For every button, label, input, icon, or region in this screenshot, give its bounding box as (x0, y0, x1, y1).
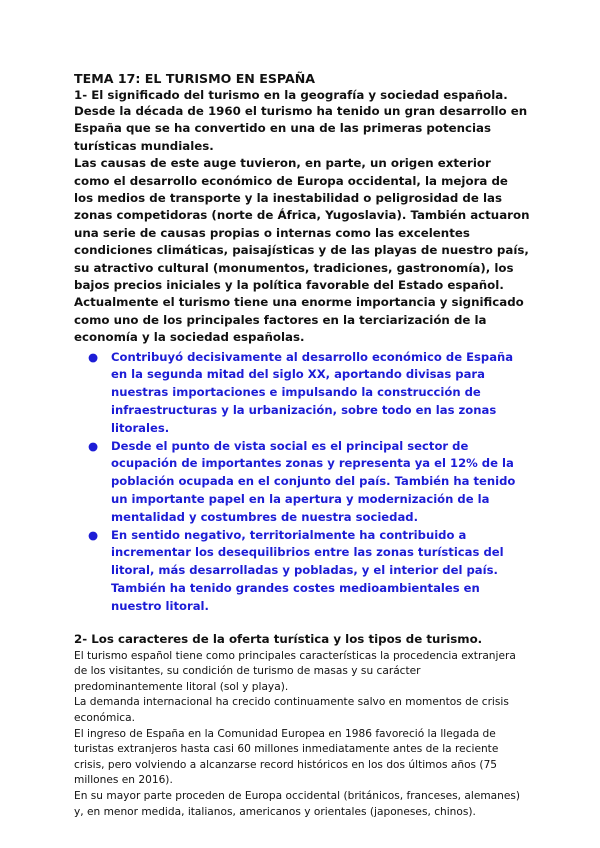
bullet-item (74, 349, 530, 438)
section-1-paragraph: Las causas de este auge tuvieron, en parte, un origen exterior como el desarrollo económico de Europa occidental, la mejora de los medios de transporte y la inestabilidad o peligrosidad de las zonas competidoras (norte de África, Yugoslavia). También actuaron una serie de causas propias o internas como las excelentes condiciones climáticas, paisajísticas y de las playas de nuestro país, su atractivo cultural (monumentos, tradiciones, gastronomía), los bajos precios iniciales y la política favorable del Estado español. Actualmente el turismo tiene una enorme importancia y significado como uno de los principales factores en la terciarización de la economía y la sociedad españolas. (74, 156, 530, 345)
section-1-paragraph: Desde la década de 1960 el turismo ha tenido un gran desarrollo en España que se ha convertido en una de las primeras potencias turísticas mundiales. (74, 104, 528, 153)
document-content (74, 70, 530, 820)
bullet-item (74, 438, 530, 527)
section-2-paragraph: En su mayor parte proceden de Europa occidental (británicos, franceses, alemanes) y, en menor medida, italianos, americanos y orientales (japoneses, chinos). (74, 789, 521, 818)
bullet-text: Desde el punto de vista social es el principal sector de ocupación de importantes zonas y representa ya el 12% de la población ocupada en el conjunto del país. También ha tenido un importante papel en la apertura y modernización de la mentalidad y costumbres de nuestra sociedad. (111, 438, 516, 524)
section-2-heading: 2- Los caracteres de la oferta turística y los tipos de turismo. (74, 631, 483, 646)
section-2-paragraph: La demanda internacional ha crecido continuamente salvo en momentos de crisis económica. (74, 696, 509, 725)
section-1-bullet-list (74, 349, 530, 616)
bullet-dot-icon: ● (88, 438, 99, 453)
section-2-paragraph: El turismo español tiene como principales características la procedencia extranjera de los visitantes, su condición de turismo de masas y su carácter predominantemente litoral (sol y playa). (74, 649, 516, 693)
section-1-heading: 1- El significado del turismo en la geografía y sociedad española. (74, 88, 508, 102)
bullet-item (74, 527, 530, 616)
document-title: TEMA 17: EL TURISMO EN ESPAÑA (74, 71, 316, 86)
bullet-text: Contribuyó decisivamente al desarrollo económico de España en la segunda mitad del siglo XX, aportando divisas para nuestras importaciones e impulsando la construcción de infraestructuras y la urbanización, sobre todo en las zonas litorales. (111, 349, 514, 435)
bullet-dot-icon: ● (88, 349, 99, 364)
bullet-dot-icon: ● (88, 527, 99, 542)
bullet-text: En sentido negativo, territorialmente ha contribuido a incrementar los desequilibrios entre las zonas turísticas del litoral, más desarrolladas y pobladas, y el interior del país. También ha tenido grandes costes medioambientales en nuestro litoral. (111, 527, 504, 613)
section-2-paragraph: El ingreso de España en la Comunidad Europea en 1986 favoreció la llegada de turistas extranjeros hasta casi 60 millones inmediatamente antes de la reciente crisis, pero volviendo a alcanzarse record históricos en los dos últimos años (75 millones en 2016). (74, 727, 499, 787)
